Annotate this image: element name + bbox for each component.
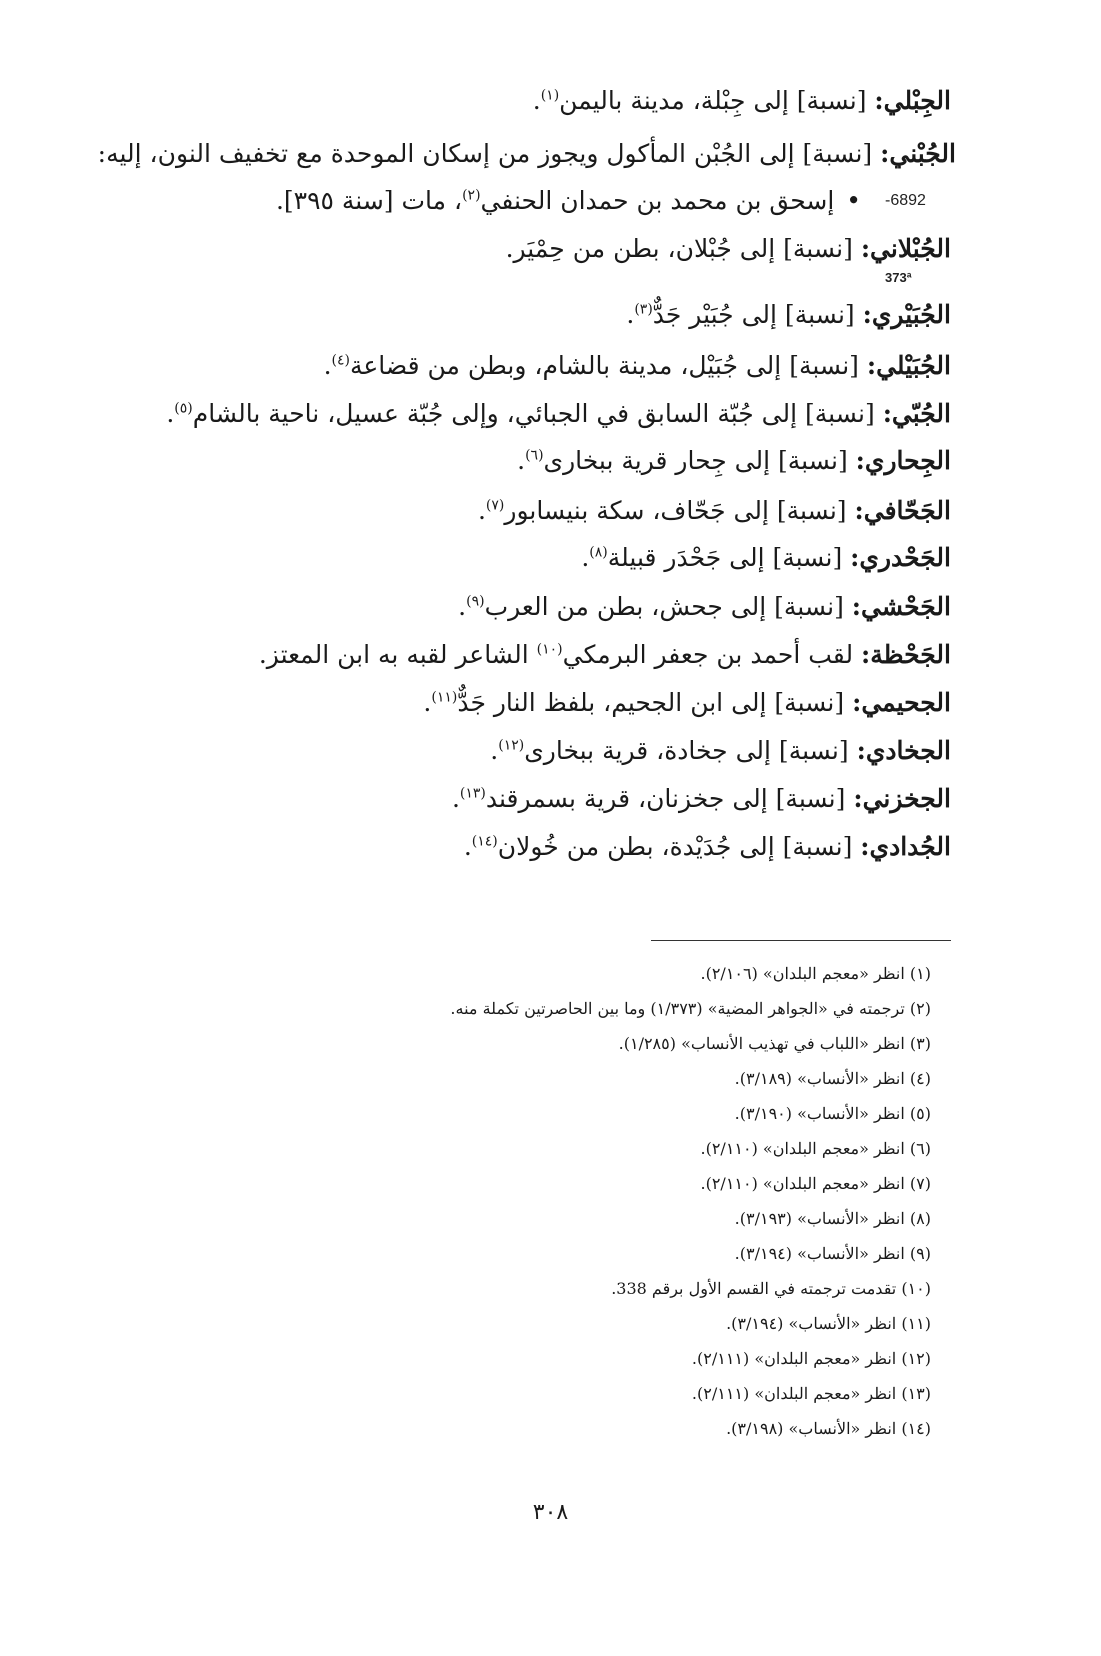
- footnote-ref[interactable]: (١٠): [536, 641, 563, 658]
- entry-text: [نسبة] إلى جُبْلان، بطن من حِمْيَر.: [505, 234, 861, 263]
- footnote-ref[interactable]: (٩): [466, 593, 485, 610]
- entry-line: [259, 638, 951, 672]
- entry-number: -6892: [885, 192, 926, 209]
- footnote-ref[interactable]: (١): [540, 87, 560, 104]
- footnote: (٣) انظر «اللباب في تهذيب الأنساب» (١/٢٨٥).: [618, 1034, 931, 1053]
- entry-term: الجِبْلي:: [874, 86, 951, 115]
- entry-tail: .: [626, 300, 635, 329]
- footnote-ref[interactable]: (٤): [331, 352, 350, 369]
- entry-tail: .: [463, 832, 472, 861]
- entry-term: الجحيمي:: [852, 688, 951, 717]
- footnote: (٩) انظر «الأنساب» (٣/١٩٤).: [734, 1244, 931, 1263]
- page-reference: 373ª: [885, 270, 912, 285]
- entry-tail: .: [458, 592, 467, 621]
- entry-text: [نسبة] إلى ابن الجحيم، بلفظ النار جَدٌّ: [457, 688, 853, 717]
- entry-term: الجَحْشي:: [851, 592, 951, 621]
- footnote-ref[interactable]: (١٢): [498, 737, 525, 754]
- entry-text: لقب أحمد بن جعفر البرمكي: [562, 640, 862, 669]
- entry-text: [نسبة] إلى الجُبْن المأكول ويجوز من إسكان الموحدة مع تخفيف النون، إليه:: [97, 139, 881, 168]
- entry-text: [نسبة] إلى جُدَيْدة، بطن من خُولان: [497, 832, 861, 861]
- entry-term: الجُبَيْلي:: [866, 351, 951, 380]
- entry-tail: .: [423, 688, 432, 717]
- entry-tail: الشاعر لقبه به ابن المعتز.: [258, 640, 537, 669]
- entry-term: الجخادي:: [856, 736, 951, 765]
- footnote-ref[interactable]: (٣): [634, 301, 653, 318]
- footnote: (١٠) تقدمت ترجمته في القسم الأول برقم 338.: [611, 1279, 931, 1298]
- entry-text: [نسبة] إلى جُبَيْل، مدينة بالشام، وبطن من قضاعة: [349, 351, 867, 380]
- entry-tail: .: [490, 736, 499, 765]
- entry-line: [452, 782, 951, 816]
- entry-term: الجَحْدري:: [850, 543, 951, 572]
- entry-text: [نسبة] إلى جخادة، قرية ببخارى: [524, 736, 857, 765]
- footnote-ref[interactable]: (٧): [485, 497, 505, 514]
- entry-tail: .: [451, 784, 460, 813]
- footnote: (٢) ترجمته في «الجواهر المضية» (١/٣٧٣) وما بين الحاصرتين تكملة منه.: [450, 999, 931, 1018]
- entry-text: [نسبة] إلى جَحْدَر قبيلة: [607, 543, 851, 572]
- footnote-ref[interactable]: (٢): [462, 187, 481, 204]
- entry-tail: .: [166, 399, 175, 428]
- entry-line: [506, 232, 951, 266]
- entry-term: الجُبَيْري:: [862, 300, 951, 329]
- entry-term: الجُبْلاني:: [860, 234, 951, 263]
- footnote: (٧) انظر «معجم البلدان» (٢/١١٠).: [700, 1174, 931, 1193]
- footnote: (١٣) انظر «معجم البلدان» (٢/١١١).: [691, 1384, 931, 1403]
- entry-text: [نسبة] إلى جُبّة السابق في الجبائي، وإلى جُبّة عسيل، ناحية بالشام: [192, 399, 883, 428]
- footnote: (٨) انظر «الأنساب» (٣/١٩٣).: [734, 1209, 931, 1228]
- entry-text: [نسبة] إلى جُبَيْر جَدٌّ: [652, 300, 863, 329]
- footnote-divider: [651, 940, 951, 941]
- entry-term: الجُبّي:: [882, 399, 951, 428]
- entry-tail: .: [323, 351, 332, 380]
- entry-text: [نسبة] إلى جِبْلة، مدينة باليمن: [559, 86, 875, 115]
- entry-line: [324, 349, 951, 383]
- footnote-ref[interactable]: (٥): [174, 400, 193, 417]
- footnote: (٤) انظر «الأنساب» (٣/١٨٩).: [734, 1069, 931, 1088]
- entry-text: [نسبة] إلى جِحار قرية ببخارى: [543, 446, 856, 475]
- entry-line: [517, 444, 951, 478]
- footnote: (٥) انظر «الأنساب» (٣/١٩٠).: [734, 1104, 931, 1123]
- entry-tail: .: [581, 543, 590, 572]
- entry-line: [490, 734, 951, 768]
- entry-term: الجُدادي:: [860, 832, 951, 861]
- entry-line: [166, 397, 951, 431]
- bullet-icon: •: [846, 186, 861, 215]
- entry-line: [423, 686, 951, 720]
- footnote-ref[interactable]: (١٤): [471, 833, 498, 850]
- entry-text: إسحق بن محمد بن حمدان الحنفي: [480, 186, 843, 215]
- entry-tail: .: [532, 86, 541, 115]
- entry-term: الجخزني:: [853, 784, 951, 813]
- entry-tail: .: [517, 446, 526, 475]
- entry-line: [533, 84, 951, 118]
- entry-term: الجَحْظة:: [861, 640, 951, 669]
- entry-text: [نسبة] إلى جخزنان، قرية بسمرقند: [485, 784, 854, 813]
- entry-line: [458, 590, 951, 624]
- entry-tail: .: [477, 496, 486, 525]
- footnote-ref[interactable]: (٨): [589, 544, 608, 561]
- entry-term: الجُبْني:: [880, 139, 956, 168]
- footnote: (١٢) انظر «معجم البلدان» (٢/١١١).: [691, 1349, 931, 1368]
- footnote: (١) انظر «معجم البلدان» (٢/١٠٦).: [700, 964, 931, 983]
- entry-tail: ، مات [سنة ٣٩٥].: [275, 186, 463, 215]
- entry-line: [626, 298, 951, 332]
- entry-line: [581, 541, 951, 575]
- footnote: (١١) انظر «الأنساب» (٣/١٩٤).: [726, 1314, 931, 1333]
- entry-line: [276, 184, 861, 218]
- entry-text: [نسبة] إلى جَحّاف، سكة بنيسابور: [504, 496, 855, 525]
- page-number: ٣٠٨: [532, 1500, 569, 1525]
- entry-line: [464, 830, 951, 864]
- entry-line: [478, 494, 951, 528]
- footnote: (٦) انظر «معجم البلدان» (٢/١١٠).: [700, 1139, 931, 1158]
- entry-text: [نسبة] إلى جحش، بطن من العرب: [484, 592, 852, 621]
- footnote-ref[interactable]: (١٣): [459, 785, 486, 802]
- entry-term: الجِحاري:: [855, 446, 951, 475]
- footnote: (١٤) انظر «الأنساب» (٣/١٩٨).: [726, 1419, 931, 1438]
- entry-line: [98, 137, 956, 171]
- footnote-ref[interactable]: (١١): [431, 689, 458, 706]
- footnote-ref[interactable]: (٦): [525, 447, 544, 464]
- entry-term: الجَحّافي:: [854, 496, 951, 525]
